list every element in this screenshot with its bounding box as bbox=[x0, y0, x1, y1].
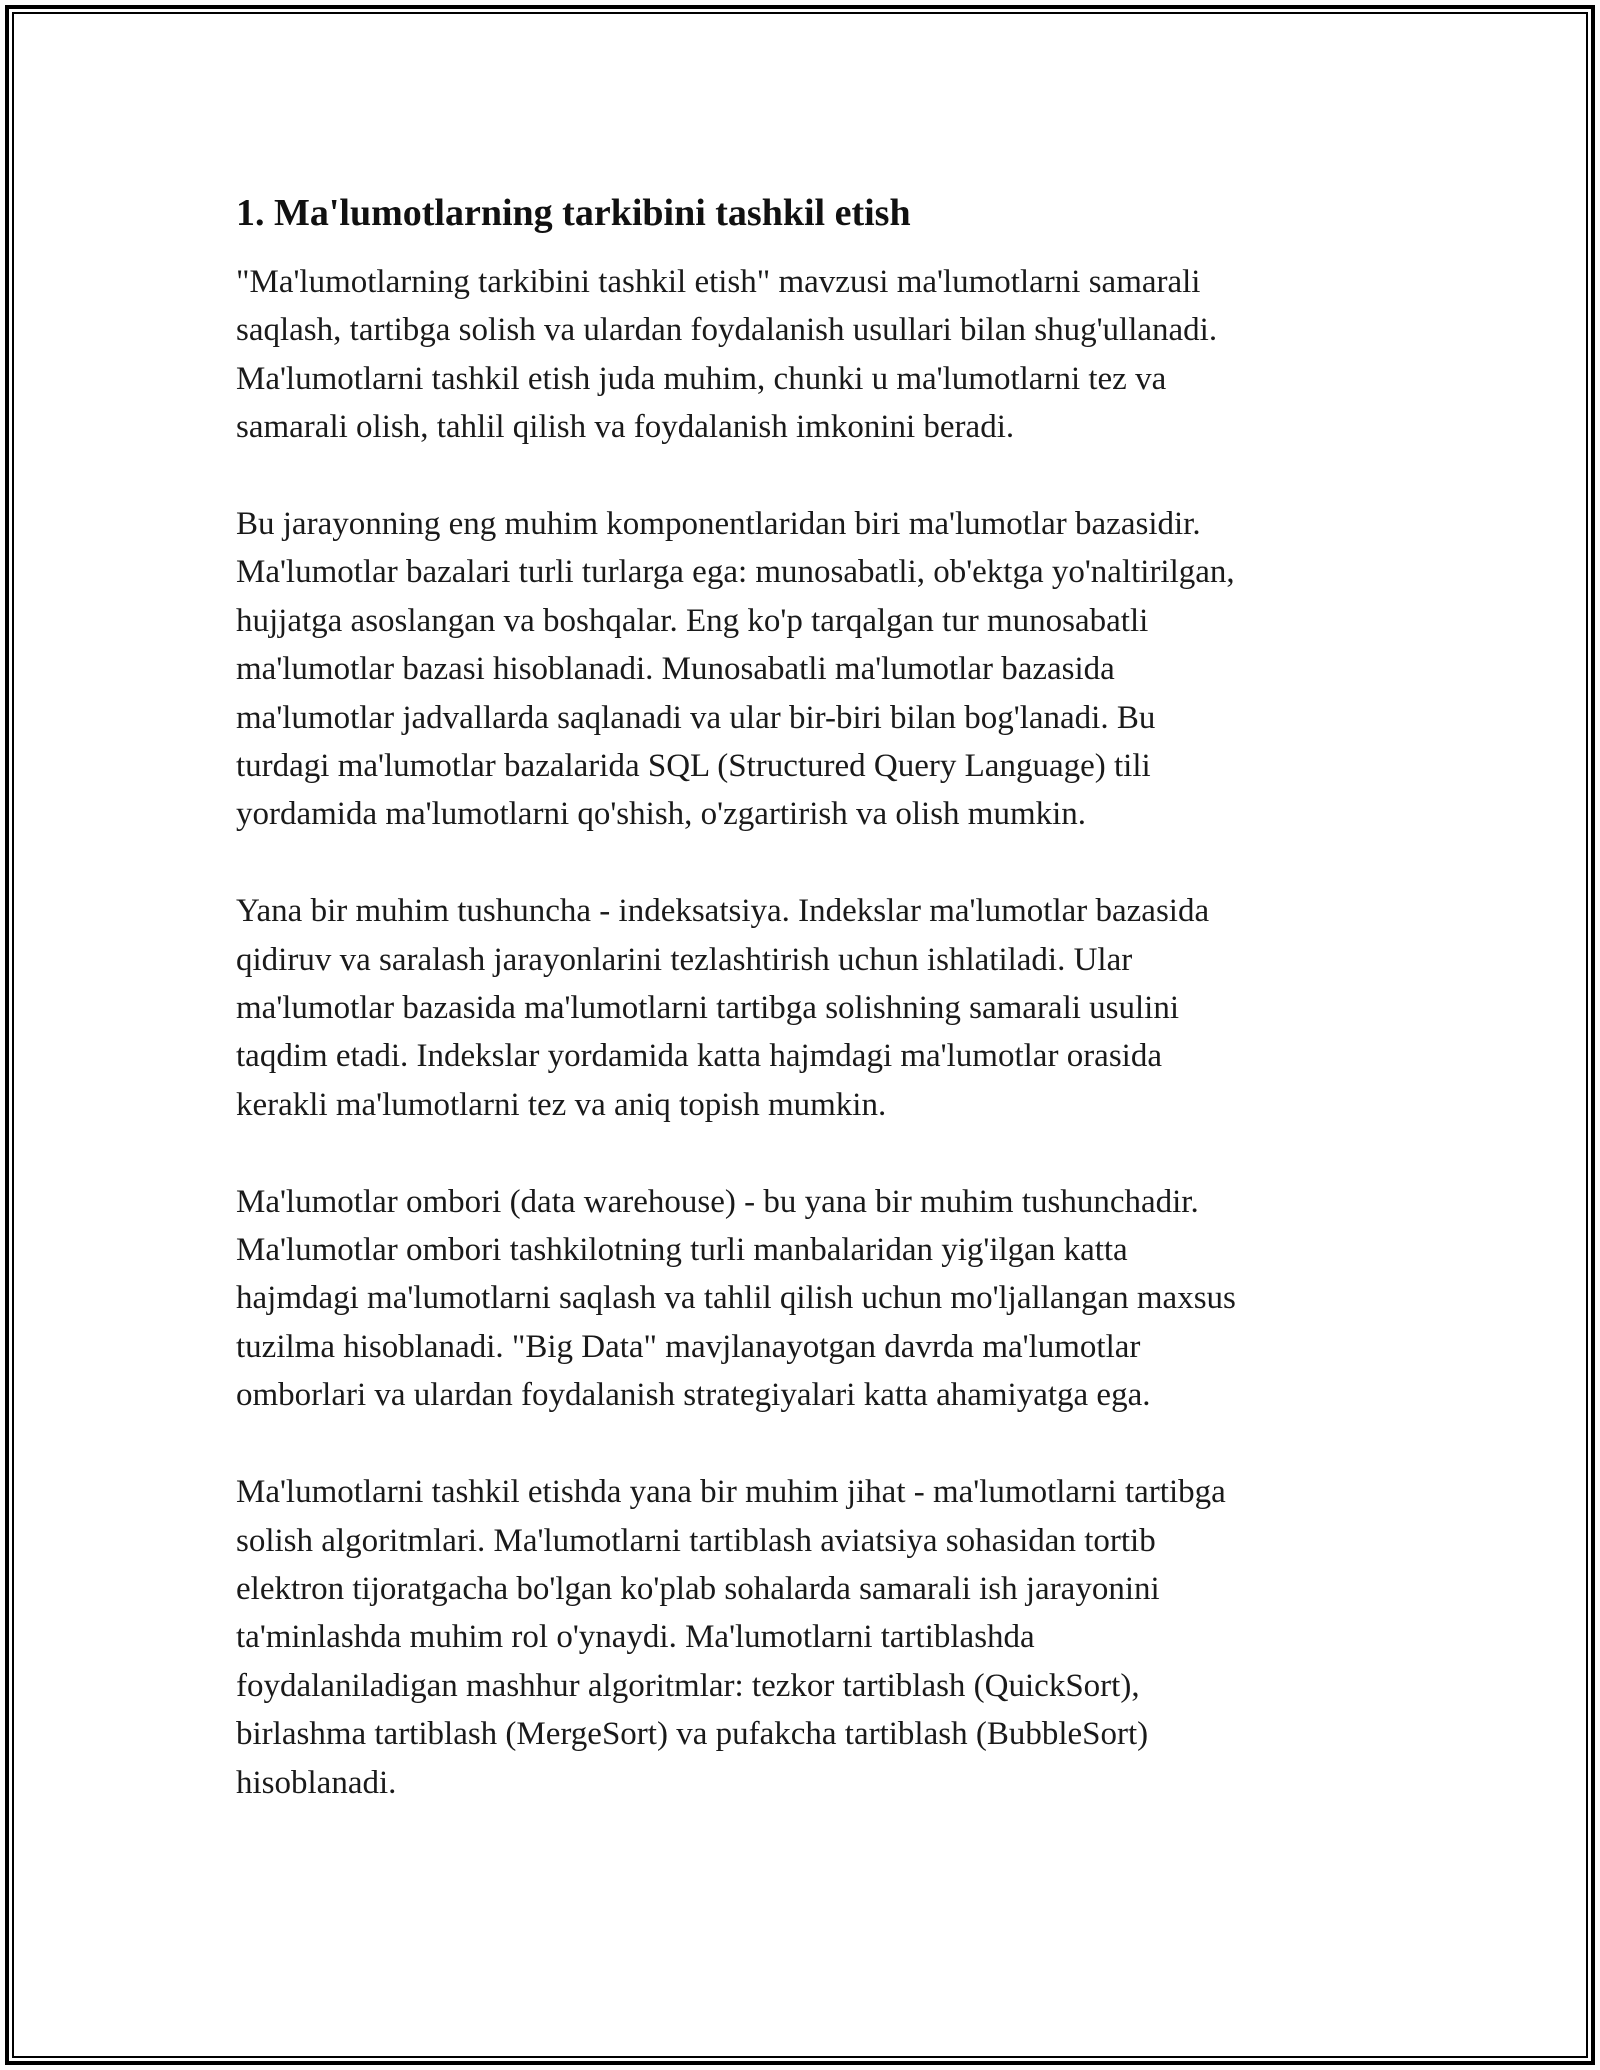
paragraph-line: yordamida ma'lumotlarni qo'shish, o'zgartirish va olish mumkin. bbox=[236, 796, 1087, 833]
document-body bbox=[236, 186, 1366, 1855]
paragraph-line: hujjatga asoslangan va boshqalar. Eng ko'p tarqalgan tur munosabatli bbox=[236, 602, 1149, 639]
paragraph-line: foydalaniladigan mashhur algoritmlar: tezkor tartiblash (QuickSort), bbox=[236, 1667, 1140, 1704]
paragraph-line: kerakli ma'lumotlarni tez va aniq topish mumkin. bbox=[236, 1086, 887, 1123]
paragraph-line: ma'lumotlar bazasida ma'lumotlarni tartibga solishning samarali usulini bbox=[236, 990, 1180, 1027]
paragraph-4 bbox=[236, 1178, 1366, 1420]
paragraph-line: Ma'lumotlar bazalari turli turlarga ega: munosabatli, ob'ektga yo'naltirilgan, bbox=[236, 554, 1235, 591]
paragraph-line: Ma'lumotlarni tashkil etishda yana bir muhim jihat - ma'lumotlarni tartibga bbox=[236, 1474, 1226, 1511]
paragraph-line: tuzilma hisoblanadi. "Big Data" mavjlanayotgan davrda ma'lumotlar bbox=[236, 1328, 1141, 1365]
paragraph-line: samarali olish, tahlil qilish va foydalanish imkonini beradi. bbox=[236, 409, 1015, 446]
paragraph-line: hisoblanadi. bbox=[236, 1764, 397, 1801]
paragraph-line: qidiruv va saralash jarayonlarini tezlashtirish uchun ishlatiladi. Ular bbox=[236, 941, 1133, 978]
section-title: 1. Ma'lumotlarning tarkibini tashkil etish bbox=[236, 192, 911, 234]
paragraph-line: omborlari va ulardan foydalanish strategiyalari katta ahamiyatga ega. bbox=[236, 1377, 1151, 1414]
paragraph-line: hajmdagi ma'lumotlarni saqlash va tahlil qilish uchun mo'ljallangan maxsus bbox=[236, 1280, 1236, 1317]
paragraph-line: Ma'lumotlar ombori (data warehouse) - bu yana bir muhim tushunchadir. bbox=[236, 1183, 1199, 1220]
paragraph-line: taqdim etadi. Indekslar yordamida katta hajmdagi ma'lumotlar orasida bbox=[236, 1038, 1162, 1075]
paragraph-line: Ma'lumotlarni tashkil etish juda muhim, chunki u ma'lumotlarni tez va bbox=[236, 360, 1167, 397]
paragraph-line: Yana bir muhim tushuncha - indeksatsiya. Indekslar ma'lumotlar bazasida bbox=[236, 893, 1210, 930]
paragraph-line: ta'minlashda muhim rol o'ynaydi. Ma'lumotlarni tartiblashda bbox=[236, 1619, 1035, 1656]
paragraph-list bbox=[236, 258, 1366, 1807]
paragraph-5 bbox=[236, 1468, 1366, 1807]
paragraph-line: turdagi ma'lumotlar bazalarida SQL (Structured Query Language) tili bbox=[236, 748, 1151, 785]
paragraph-line: ma'lumotlar bazasi hisoblanadi. Munosabatli ma'lumotlar bazasida bbox=[236, 651, 1115, 688]
paragraph-line: Ma'lumotlar ombori tashkilotning turli manbalaridan yig'ilgan katta bbox=[236, 1232, 1128, 1269]
paragraph-line: ma'lumotlar jadvallarda saqlanadi va ular bir-biri bilan bog'lanadi. Bu bbox=[236, 699, 1156, 736]
paragraph-line: birlashma tartiblash (MergeSort) va pufakcha tartiblash (BubbleSort) bbox=[236, 1716, 1149, 1753]
paragraph-line: elektron tijoratgacha bo'lgan ko'plab sohalarda samarali ish jarayonini bbox=[236, 1570, 1160, 1607]
paragraph-3 bbox=[236, 887, 1366, 1129]
paragraph-line: solish algoritmlari. Ma'lumotlarni tartiblash aviatsiya sohasidan tortib bbox=[236, 1522, 1156, 1559]
paragraph-2 bbox=[236, 500, 1366, 839]
paragraph-line: "Ma'lumotlarning tarkibini tashkil etish" mavzusi ma'lumotlarni samarali bbox=[236, 264, 1201, 300]
paragraph-line: saqlash, tartibga solish va ulardan foydalanish usullari bilan shug'ullanadi. bbox=[236, 312, 1218, 349]
paragraph-line: Bu jarayonning eng muhim komponentlaridan biri ma'lumotlar bazasidir. bbox=[236, 506, 1201, 543]
paragraph-1 bbox=[236, 258, 1366, 452]
